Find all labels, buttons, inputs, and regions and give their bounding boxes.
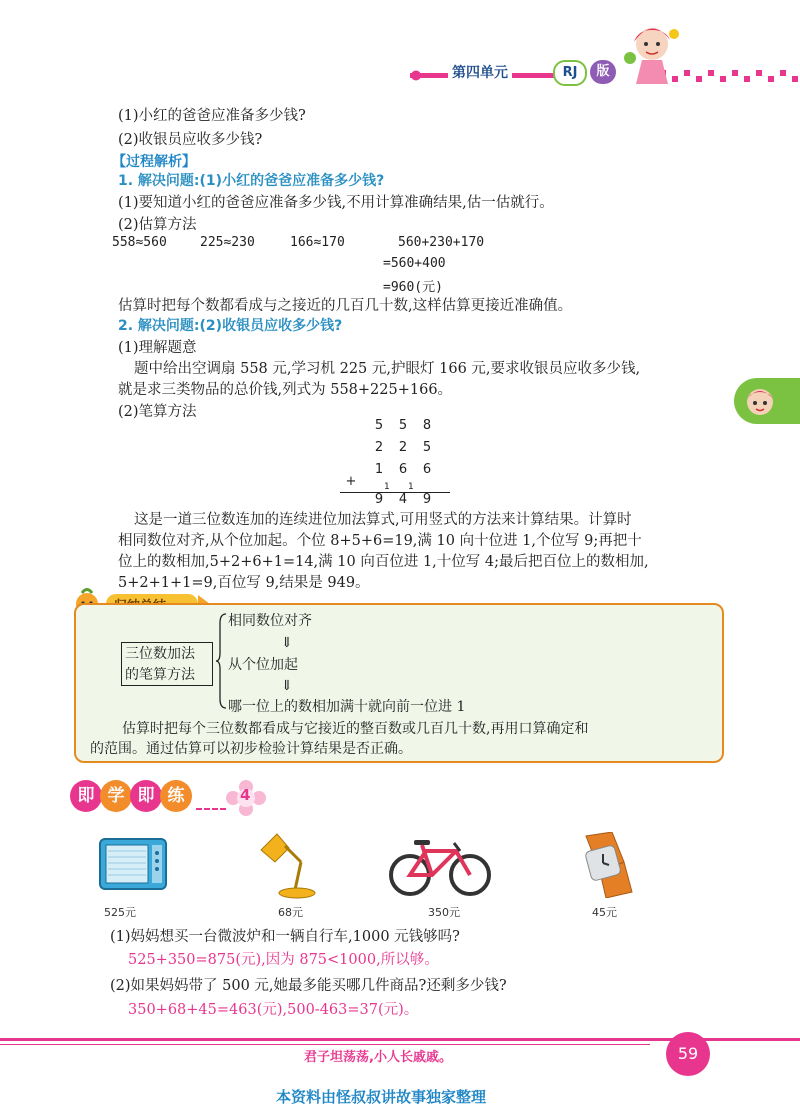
- product-bicycle: [388, 835, 492, 897]
- mascot-girl-icon: [622, 18, 682, 88]
- digit: 6: [422, 462, 432, 477]
- summary-box: [74, 603, 724, 763]
- rj-badge: [553, 60, 587, 86]
- digit: 6: [398, 462, 408, 477]
- summary-left-line2: 的笔算方法: [125, 667, 195, 683]
- digit: 5: [398, 418, 408, 433]
- part2-para2: 就是求三类物品的总价钱,列式为 558+225+166。: [118, 382, 453, 398]
- part1-heading: 1. 解决问题:(1)小红的爸爸应准备多少钱?: [118, 173, 385, 189]
- explain-line4: 5+2+1+1=9,百位写 9,结果是 949。: [118, 575, 370, 591]
- explain-line1: 这是一道三位数连加的连续进位加法算式,可用竖式的方法来计算结果。计算时: [134, 512, 632, 528]
- digit: 1: [374, 462, 384, 477]
- plus-sign: +: [345, 474, 357, 489]
- digit: 9: [374, 492, 384, 507]
- part1-line1: (1)要知道小红的爸爸应准备多少钱,不用计算准确结果,估一估就行。: [118, 195, 554, 211]
- arrow-down-icon: ⇓: [281, 678, 293, 694]
- carry-digit: 1: [384, 482, 390, 492]
- arrow-down-icon: ⇓: [281, 635, 293, 651]
- page-number: 59: [677, 1044, 699, 1063]
- digit: 2: [398, 440, 408, 455]
- summary-para1: 估算时把每个三位数都看成与它接近的整百数或几百几十数,再用口算确定和: [122, 721, 589, 737]
- edition-badge: [590, 60, 616, 84]
- analysis-tag: 【过程解析】: [112, 154, 196, 170]
- footer-motto: 君子坦荡荡,小人长戚戚。: [304, 1050, 452, 1065]
- mascot-face-icon: [742, 383, 778, 419]
- summary-step3: 哪一位上的数相加满十就向前一位进 1: [228, 699, 466, 715]
- estimate-558: 558≈560: [112, 235, 167, 250]
- product-microwave: [98, 835, 168, 895]
- credit-line: 本资料由怪叔叔讲故事独家整理: [276, 1088, 487, 1106]
- price-lamp: 68元: [278, 906, 303, 919]
- watch-icon: [572, 832, 636, 898]
- price-watch: 45元: [592, 906, 617, 919]
- summary-step2: 从个位加起: [228, 657, 298, 673]
- lamp-icon: [255, 828, 325, 900]
- summary-step1: 相同数位对齐: [228, 613, 312, 629]
- product-watch: [572, 832, 636, 898]
- side-tab: [734, 378, 800, 424]
- brace: [216, 613, 228, 709]
- rj-label: RJ: [562, 65, 578, 80]
- question-1: (1)小红的爸爸应准备多少钱?: [118, 108, 306, 124]
- microwave-icon: [98, 835, 168, 895]
- bicycle-icon: [388, 835, 492, 897]
- part2-heading: 2. 解决问题:(2)收银员应收多少钱?: [118, 318, 343, 334]
- part1-line2: (2)估算方法: [118, 217, 197, 233]
- estimate-result: =960(元): [383, 280, 443, 295]
- practice-char: 即: [130, 780, 162, 812]
- practice-number: 4: [240, 786, 251, 804]
- estimate-166: 166≈170: [290, 235, 345, 250]
- part2-line2: (2)笔算方法: [118, 404, 197, 420]
- footer-bar-thin: [0, 1044, 650, 1045]
- digit: 4: [398, 492, 408, 507]
- vertical-addition: [340, 418, 450, 507]
- digit: 5: [374, 418, 384, 433]
- part2-line1: (1)理解题意: [118, 340, 197, 356]
- explain-line3: 位上的数相加,5+2+6+1=14,满 10 向百位进 1,十位写 4;最后把百位上的数相加,: [118, 554, 649, 570]
- part1-note: 估算时把每个数都看成与之接近的几百几十数,这样估算更接近准确值。: [118, 298, 573, 314]
- part2-para1: 题中给出空调扇 558 元,学习机 225 元,护眼灯 166 元,要求收银员应收多少钱,: [134, 361, 641, 377]
- digit: 9: [422, 492, 432, 507]
- unit-title: 第四单元: [448, 62, 512, 82]
- summary-para2: 的范围。通过估算可以初步检验计算结果是否正确。: [90, 741, 412, 757]
- practice-answer-2: 350+68+45=463(元),500-463=37(元)。: [128, 1002, 419, 1018]
- estimate-225: 225≈230: [200, 235, 255, 250]
- estimate-sum: 560+230+170: [398, 235, 485, 250]
- practice-char: 学: [100, 780, 132, 812]
- practice-char: 练: [160, 780, 192, 812]
- page-number-badge: [666, 1032, 710, 1076]
- explain-line2: 相同数位对齐,从个位加起。个位 8+5+6=19,满 10 向十位进 1,个位写 9;再把十: [118, 533, 642, 549]
- practice-answer-1: 525+350=875(元),因为 875<1000,所以够。: [128, 952, 439, 968]
- edition-label: 版: [596, 64, 610, 79]
- practice-char: 即: [70, 780, 102, 812]
- digit: 2: [374, 440, 384, 455]
- price-microwave: 525元: [104, 906, 136, 919]
- product-lamp: [255, 828, 325, 900]
- practice-banner: [70, 778, 270, 818]
- estimate-step2: =560+400: [383, 256, 446, 271]
- carry-digit: 1: [408, 482, 414, 492]
- price-bicycle: 350元: [428, 906, 460, 919]
- summary-left-line1: 三位数加法: [125, 646, 195, 662]
- digit: 8: [422, 418, 432, 433]
- question-2: (2)收银员应收多少钱?: [118, 132, 263, 148]
- practice-question-2: (2)如果妈妈带了 500 元,她最多能买哪几件商品?还剩多少钱?: [110, 978, 507, 994]
- practice-question-1: (1)妈妈想买一台微波炉和一辆自行车,1000 元钱够吗?: [110, 929, 460, 945]
- digit: 5: [422, 440, 432, 455]
